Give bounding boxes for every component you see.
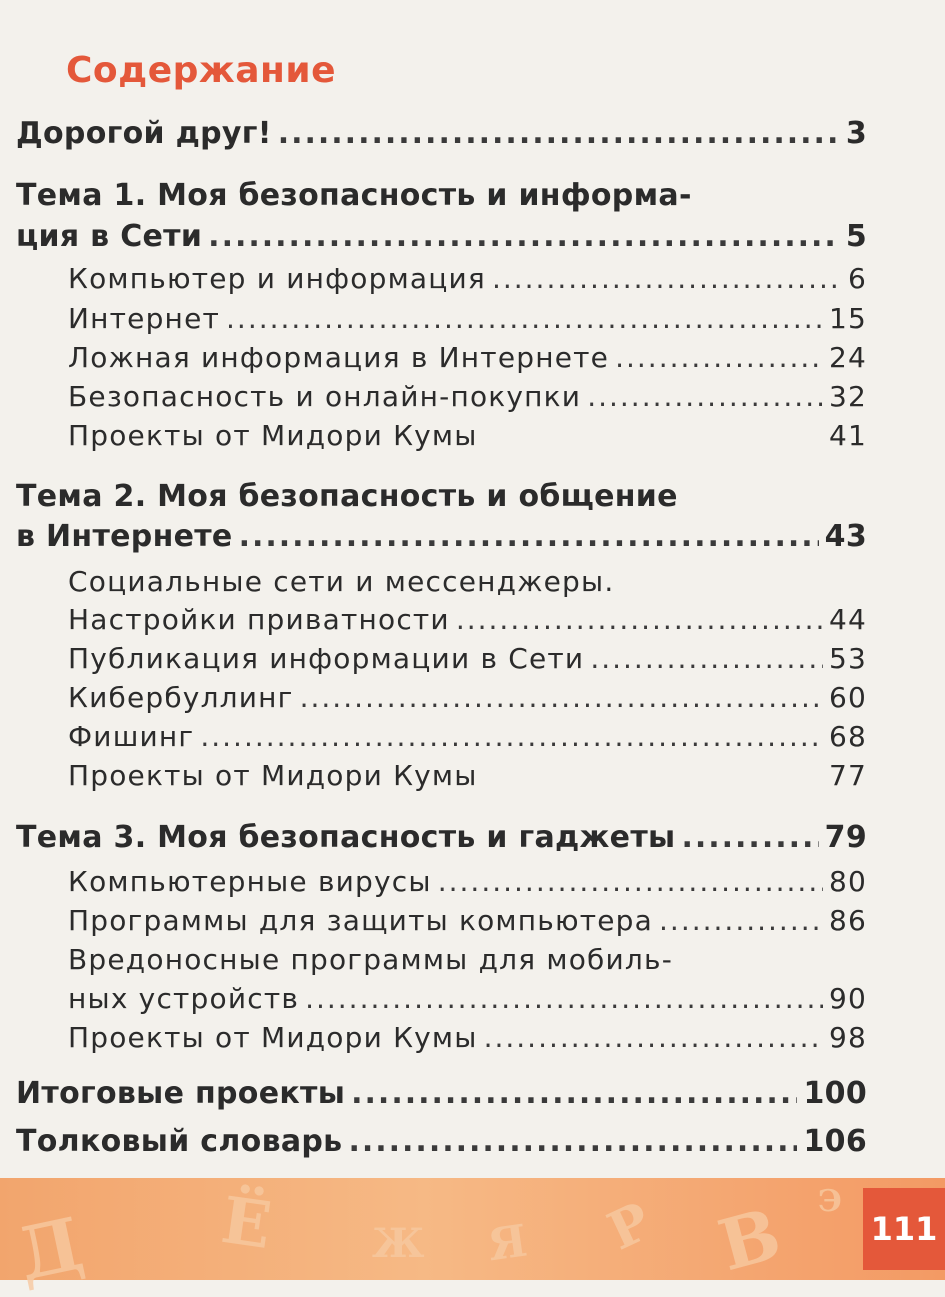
- entry-title-line: Социальные сети и мессенджеры.: [68, 565, 615, 598]
- toc-entry-title: Дорогой друг!: [16, 116, 272, 151]
- toc-entry-page: 90: [828, 982, 867, 1015]
- toc-entry-title: Программы для защиты компьютера: [68, 904, 654, 937]
- toc-entry-page: 41: [828, 419, 867, 452]
- decor-letter: Э: [818, 1184, 842, 1219]
- section-title-line: Тема 2. Моя безопасность и общение: [16, 479, 678, 514]
- dot-leader: [615, 341, 823, 374]
- page-number: 111: [863, 1188, 945, 1270]
- toc-entry-page: 43: [824, 519, 867, 554]
- decor-letter: Ё: [217, 1182, 276, 1265]
- toc-entry[interactable]: [16, 1124, 867, 1159]
- dot-leader: [492, 262, 842, 295]
- toc-entry-title: Проекты от Мидори Кумы: [68, 1021, 478, 1054]
- dot-leader: [351, 1076, 797, 1111]
- dot-leader: [226, 302, 823, 335]
- toc-entry[interactable]: [68, 603, 867, 636]
- section-title-line: Тема 1. Моя безопасность и информа-: [16, 178, 692, 213]
- toc-entry[interactable]: [68, 865, 867, 898]
- toc-entry[interactable]: [68, 642, 867, 675]
- toc-entry-title: Фишинг: [68, 720, 195, 753]
- decor-letter: Ж: [372, 1220, 425, 1267]
- toc-entry-title: в Интернете: [16, 519, 233, 554]
- toc-entry-title: Итоговые проекты: [16, 1076, 346, 1111]
- decor-letter: В: [710, 1191, 789, 1288]
- toc-entry[interactable]: [68, 681, 867, 714]
- toc-section[interactable]: [16, 820, 867, 855]
- toc-entry[interactable]: [68, 380, 867, 413]
- decor-letter: Я: [484, 1215, 531, 1272]
- toc-entry-page: 98: [828, 1021, 867, 1054]
- toc-entry-title: Кибербуллинг: [68, 681, 294, 714]
- toc-entry[interactable]: [68, 904, 867, 937]
- toc-entry-title: Тема 3. Моя безопасность и гаджеты: [16, 820, 676, 855]
- contents-heading: Содержание: [66, 50, 337, 91]
- toc-entry-page: 24: [828, 341, 867, 374]
- decor-letter: Д: [9, 1200, 91, 1297]
- toc-entry-title: Ложная информация в Интернете: [68, 341, 610, 374]
- dot-leader: [456, 603, 823, 636]
- dot-leader: [590, 642, 823, 675]
- toc-entry[interactable]: [68, 720, 867, 753]
- dot-leader: [484, 1021, 823, 1054]
- toc-entry-page: 79: [824, 820, 867, 855]
- toc-entry-page: 100: [803, 1076, 867, 1111]
- footer-band: [0, 1178, 945, 1297]
- toc-entry-page: 106: [803, 1124, 867, 1159]
- toc-entry-title: ных устройств: [68, 982, 300, 1015]
- toc-entry-title: Компьютерные вирусы: [68, 865, 432, 898]
- toc-entry[interactable]: [68, 982, 867, 1015]
- toc-entry-title: Безопасность и онлайн-покупки: [68, 380, 582, 413]
- decor-letter: Р: [598, 1190, 661, 1263]
- toc-entry-page: 44: [828, 603, 867, 636]
- dot-leader: [305, 982, 823, 1015]
- toc-entry[interactable]: [16, 116, 867, 151]
- toc-entry[interactable]: [16, 1076, 867, 1111]
- dot-leader: [208, 219, 840, 254]
- toc-entry-title: Проекты от Мидори Кумы: [68, 419, 478, 452]
- toc-entry-title: Толковый словарь: [16, 1124, 343, 1159]
- toc-section[interactable]: [16, 519, 867, 554]
- dot-leader: [659, 904, 823, 937]
- toc-entry-title: ция в Сети: [16, 219, 203, 254]
- toc-entry-page: 86: [828, 904, 867, 937]
- toc-entry-page: 3: [845, 116, 867, 151]
- toc-entry-page: 68: [828, 720, 867, 753]
- toc-entry[interactable]: [68, 302, 867, 335]
- dot-leader: [200, 720, 823, 753]
- toc-entry[interactable]: [68, 419, 867, 452]
- toc-entry-page: 77: [828, 759, 867, 792]
- toc-entry[interactable]: [68, 1021, 867, 1054]
- dot-leader: [348, 1124, 797, 1159]
- toc-entry[interactable]: [68, 341, 867, 374]
- dot-leader: [239, 519, 819, 554]
- dot-leader: [300, 681, 823, 714]
- dot-leader: [278, 116, 840, 151]
- toc-entry-page: 60: [828, 681, 867, 714]
- toc-section[interactable]: [16, 219, 867, 254]
- toc-entry[interactable]: [68, 759, 867, 792]
- toc-entry-page: 6: [847, 262, 867, 295]
- toc-entry-title: Публикация информации в Сети: [68, 642, 585, 675]
- toc-entry-title: Проекты от Мидори Кумы: [68, 759, 478, 792]
- toc-entry-page: 32: [828, 380, 867, 413]
- dot-leader: [681, 820, 818, 855]
- toc-entry-title: Интернет: [68, 302, 221, 335]
- toc-entry-page: 5: [845, 219, 867, 254]
- entry-title-line: Вредоносные программы для мобиль-: [68, 943, 674, 976]
- toc-entry-page: 53: [828, 642, 867, 675]
- toc-entry-page: 15: [828, 302, 867, 335]
- dot-leader: [438, 865, 823, 898]
- dot-leader: [587, 380, 823, 413]
- toc-entry-title: Компьютер и информация: [68, 262, 486, 295]
- toc-entry-title: Настройки приватности: [68, 603, 450, 636]
- toc-entry[interactable]: [68, 262, 867, 295]
- toc-entry-page: 80: [828, 865, 867, 898]
